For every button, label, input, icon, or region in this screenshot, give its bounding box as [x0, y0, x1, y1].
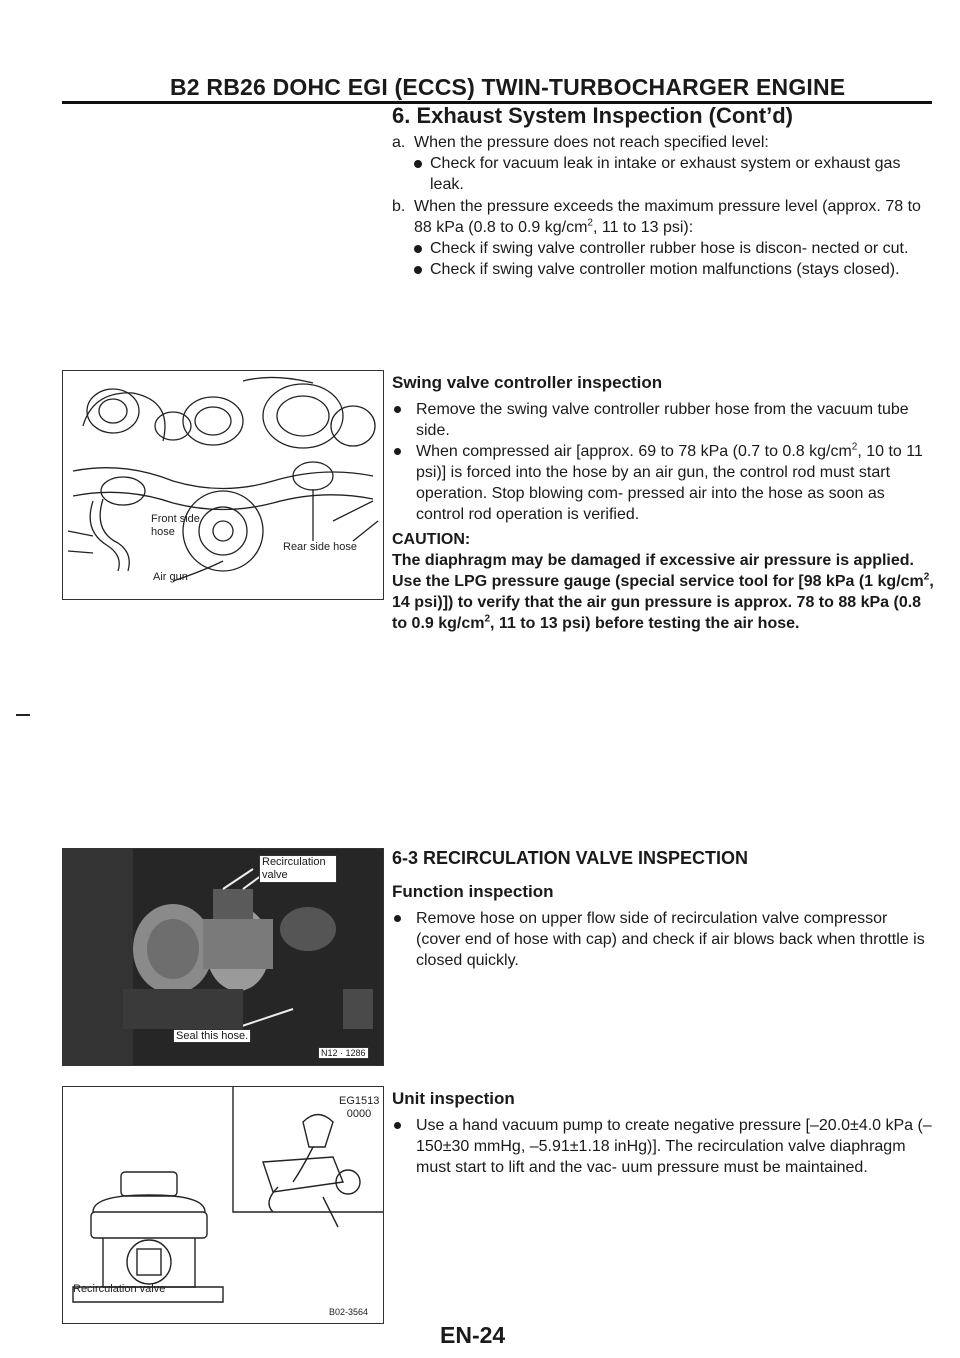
recirculation-valve-label: Recirculation valve [73, 1283, 166, 1295]
item-b-para [392, 196, 934, 238]
page-number: EN-24 [440, 1322, 506, 1348]
caution-mid: , 14 psi)]) to verify that the air gun pressure is approx. 78 to 88 kPa (0.8 to 0.9 kg/cm [392, 573, 934, 632]
unit-bullet [392, 1115, 934, 1178]
swing-bullet-1 [392, 399, 934, 441]
figure-code: B02-3564 [329, 1307, 369, 1317]
recirculation-section [392, 848, 934, 971]
unit-inspection-heading: Unit inspection [392, 1089, 515, 1108]
item-b [392, 196, 934, 280]
item-a-bullet-text: Check for vacuum leak in intake or exhaust system or exhaust gas leak. [430, 155, 901, 193]
bullet-icon [394, 406, 401, 413]
function-bullet-text: Remove hose on upper flow side of recirculation valve compressor (cover end of hose with cap) and check if air blows back when throttle is closed quickly. [416, 910, 925, 969]
section-title: 6. Exhaust System Inspection (Cont’d) [392, 103, 793, 128]
item-b-bullet-2-text: Check if swing valve controller motion malfunctions (stays closed). [430, 261, 900, 278]
bullet-icon [394, 448, 401, 455]
unit-inspection-section [392, 1088, 934, 1178]
item-b-label: b. [392, 198, 406, 215]
item-a-label: a. [392, 134, 406, 151]
bullet-icon [414, 245, 422, 253]
item-b-bullet-1 [392, 238, 934, 259]
caution-heading: CAUTION: [392, 531, 471, 548]
tool-code: EG1513 0000 [339, 1095, 380, 1120]
swing-valve-section [392, 372, 934, 634]
item-b-bullet-1-text: Check if swing valve controller rubber hose is discon- nected or cut. [430, 240, 909, 257]
swing-bullet-2-sup: 2 [851, 441, 858, 453]
bullet-icon [414, 266, 422, 274]
item-b-text-post: , 11 to 13 psi): [592, 219, 694, 236]
recirculation-valve-photo [62, 848, 384, 1066]
swing-bullet-1-text: Remove the swing valve controller rubber hose from the vacuum tube side. [416, 401, 909, 439]
item-a-para [392, 132, 934, 153]
item-b-text-pre: When the pressure exceeds the maximum pressure level (approx. 78 to 88 kPa (0.8 to 0.9 kg/cm [414, 198, 921, 236]
unit-bullet-text: Use a hand vacuum pump to create negative pressure [–20.0±4.0 kPa (–150±30 mmHg, –5.91±1.18 inHg)]. The recirculation valve diaphragm must start to lift and the vac- uum pressure must be maintained. [416, 1117, 932, 1176]
caution-pre: The diaphragm may be damaged if excessive air pressure is applied. Use the LPG pressure gauge (special service tool for [98 kPa (1 kg/cm [392, 552, 924, 590]
swing-valve-heading: Swing valve controller inspection [392, 373, 663, 392]
bullet-icon [394, 1122, 401, 1129]
caution-sup-2: 2 [484, 613, 491, 625]
function-inspection-heading: Function inspection [392, 882, 554, 901]
item-b-sup: 2 [587, 217, 593, 229]
item-a [392, 132, 934, 195]
air-gun-label: Air gun [153, 571, 188, 583]
page-header: B2 RB26 DOHC EGI (ECCS) TWIN-TURBOCHARGER ENGINE [170, 74, 846, 100]
swing-valve-diagram [62, 370, 384, 600]
engine-diagram-drawing [63, 371, 383, 599]
bullet-icon [414, 160, 422, 168]
item-b-bullet-2 [392, 259, 934, 280]
caution-post: , 11 to 13 psi) before testing the air hose. [490, 615, 800, 632]
rear-side-hose-label: Rear side hose [283, 541, 357, 553]
unit-inspection-diagram [62, 1086, 384, 1324]
item-a-bullet [392, 153, 934, 195]
front-side-hose-label: Front side hose [151, 513, 200, 538]
swing-bullet-2-pre: When compressed air [approx. 69 to 78 kPa (0.7 to 0.8 kg/cm [416, 443, 852, 460]
margin-mark [16, 714, 30, 716]
item-a-text: When the pressure does not reach specified level: [414, 134, 769, 151]
seal-this-hose-tag: Seal this hose. [173, 1029, 251, 1043]
swing-bullet-2-post: , 10 to 11 psi)] is forced into the hose by an air gun, the control rod must start operation. Stop blowing com- pressed air into the hose as soon as control rod operation is verified. [416, 443, 923, 523]
swing-bullet-2 [392, 441, 934, 525]
caution-text [392, 550, 934, 634]
function-bullet [392, 908, 934, 971]
recirculation-heading: 6-3 RECIRCULATION VALVE INSPECTION [392, 848, 749, 868]
bullet-icon [394, 915, 401, 922]
photo-code: N12 · 1286 [318, 1047, 369, 1059]
recirculation-valve-tag: Recirculation valve [259, 855, 337, 883]
caution-sup-1: 2 [923, 571, 930, 583]
